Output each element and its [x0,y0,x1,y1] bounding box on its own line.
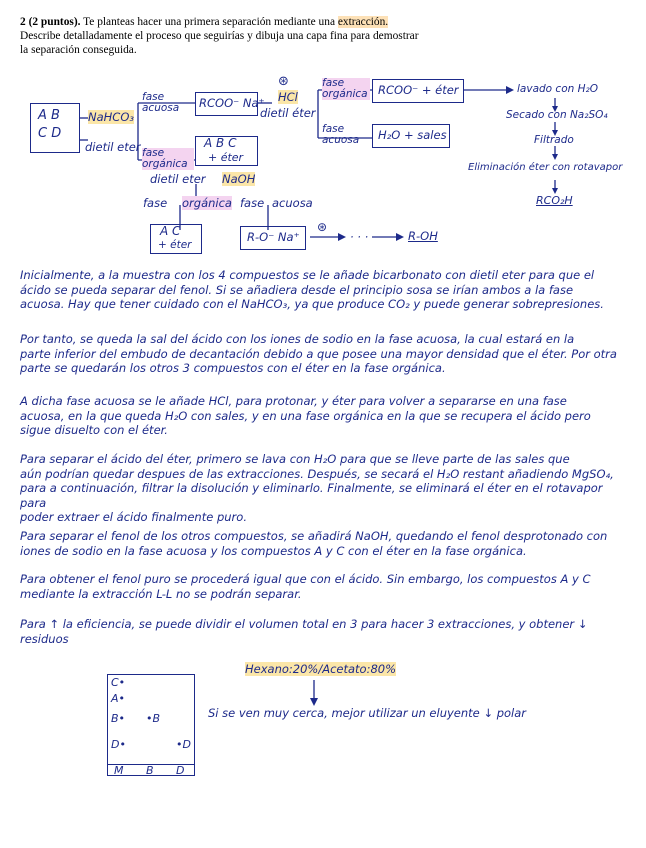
arrow-phenolate-head [338,233,346,241]
label-acuosa-3: acuosa [272,196,313,210]
p2-line-1: Por tanto, se queda la sal del ácido con los iones de sodio en la fase acuosa, la cual estará en la [20,332,575,346]
label-fase-3a: fase [143,196,168,210]
tlc-lane-d: D [176,764,185,777]
p7-line-1: Para ↑ la eficiencia, se puede dividir el volumen total en 3 para hacer 3 extracciones, y obtener ↓ residuos [20,617,588,646]
paragraph-5 [20,529,632,558]
solvent-dietil-eter-2: dietil éter [260,106,316,120]
p2-line-3: parte se quedarán los otros 3 compuestos con el éter en la fase orgánica. [20,361,446,375]
p6-line-1: Para obtener el fenol puro se procederá igual que con el ácido. Sin embargo, los compuestos A y C [20,572,591,586]
p3-line-1: A dicha fase acuosa se le añade HCl, para protonar, y éter para volver a separarse en una fase [20,394,567,408]
label-fase-organica-1: fase orgánica [142,148,194,170]
p5-line-1: Para separar el fenol de los otros compuestos, se añadirá NaOH, quedando el fenol desprotonado con [20,529,608,543]
paragraph-6 [20,572,632,601]
label-fase-organica-2: fase orgánica [322,78,370,100]
question-text-start: Te planteas hacer una primera separación mediante una [83,16,336,28]
paragraph-7 [20,617,632,646]
product-acid: RCO₂H [536,194,573,207]
p1-line-1: Inicialmente, a la muestra con los 4 compuestos se le añade bicarbonato con dietil eter para que el [20,268,595,282]
paragraph-2 [20,332,632,376]
tlc-spot-d-left: D• [111,738,126,751]
paragraph-3 [20,394,632,438]
water-salts-text: H₂O + sales [378,128,447,142]
abc-box-line-2: + éter [208,151,244,164]
label-fase-3b: fase [240,196,265,210]
step-dry: Secado con Na₂SO₄ [506,109,608,121]
arrow-to-phenol-head [396,233,404,241]
product-phenol: R-OH [408,229,438,243]
step-filter: Filtrado [534,134,574,146]
paragraph-1 [20,268,632,312]
highlight-extraccion: extracción. [337,16,389,28]
question-number: 2 [20,16,26,28]
arrow-to-wash-head [506,86,514,94]
tlc-plate [107,674,195,776]
step-evaporate: Eliminación éter con rotavapor [468,162,623,173]
arrow-filter-evap-head [552,154,558,160]
p5-line-2: iones de sodio en la fase acuosa y los compuestos A y C con el éter en la fase orgánica. [20,543,527,558]
ac-box-line-1: A C [160,224,181,238]
circle-mark-2: ⊛ [317,220,328,234]
p1-line-3: acuosa. Hay que tener cuidado con el NaHCO₃, ya que produce CO₂ y puede generar sobrepresiones. [20,297,604,311]
rcoo-ether-text: RCOO⁻ + éter [378,83,459,97]
label-fase-acuosa-1: fase acuosa [142,91,180,114]
p1-line-2: ácido se pueda separar del fenol. Si se añadiera desde el principio sosa se irían ambos a la fase [20,282,574,297]
salt-box-text: RCOO⁻ Na⁺ [199,96,265,110]
p4-line-3: para a continuación, filtrar la disolución y eliminarlo. Finalmente, se eliminará el éter en el rotavapor para [20,481,603,510]
p4-line-2: aún podrían quedar despues de las extracciones. Después, se secará el H₂O restant añadiendo MgSO₄, [20,466,614,481]
reagent-hcl: HCl [278,90,298,104]
p4-line-1: Para separar el ácido del éter, primero se lava con H₂O para que se lleve parte de las sales que [20,452,570,466]
p3-line-3: sigue disuelto con el éter. [20,423,168,437]
p6-line-2: mediante la extracción L-L no se podrán separar. [20,586,302,601]
continuation-dots: · · · [350,230,369,244]
p4-line-4: poder extraer el ácido finalmente puro. [20,510,247,524]
circle-mark-1: ⊛ [278,74,289,89]
reagent-nahco3: NaHCO₃ [88,110,134,124]
mixture-line-2: C D [38,126,62,141]
tlc-arrow-head [310,698,318,706]
abc-box-line-1: A B C [204,136,237,150]
mixture-line-1: A B [38,108,60,123]
tlc-spot-c: C• [111,676,126,689]
solvent-dietil-eter-1: dietil eter [85,140,141,154]
question-line-2: Describe detalladamente el proceso que seguirías y dibuja una capa fina para demostrar [20,30,419,42]
tlc-lane-b: B [146,764,154,777]
tlc-spot-a: A• [111,692,126,705]
tlc-spot-b-right: •B [146,712,161,725]
solvent-dietil-eter-3: dietil eter [150,172,206,186]
phenolate-text: R-O⁻ Na⁺ [247,230,300,244]
p2-line-2: parte inferior del embudo de decantación debido a que posee una mayor densidad que el éter. Por otra [20,346,617,361]
tlc-eluent: Hexano:20%/Acetato:80% [245,662,397,676]
tlc-spot-d-right: •D [176,738,191,751]
tlc-spot-b-left: B• [111,712,126,725]
tlc-lane-m: M [114,764,124,777]
label-fase-acuosa-2: fase acuosa [322,123,360,146]
paragraph-4 [20,452,632,525]
reagent-naoh: NaOH [222,172,256,186]
tlc-note: Si se ven muy cerca, mejor utilizar un eluyente ↓ polar [208,706,526,720]
step-wash: lavado con H₂O [517,83,598,95]
question-line-3: la separación conseguida. [20,44,137,56]
ac-box-line-2: + éter [158,239,192,251]
p3-line-2: acuosa, en la que queda H₂O con sales, y en una fase orgánica en la que se recupera el ácido pero [20,408,591,423]
label-organica-3: orgánica [182,196,232,210]
question-points: (2 puntos). [28,16,81,28]
